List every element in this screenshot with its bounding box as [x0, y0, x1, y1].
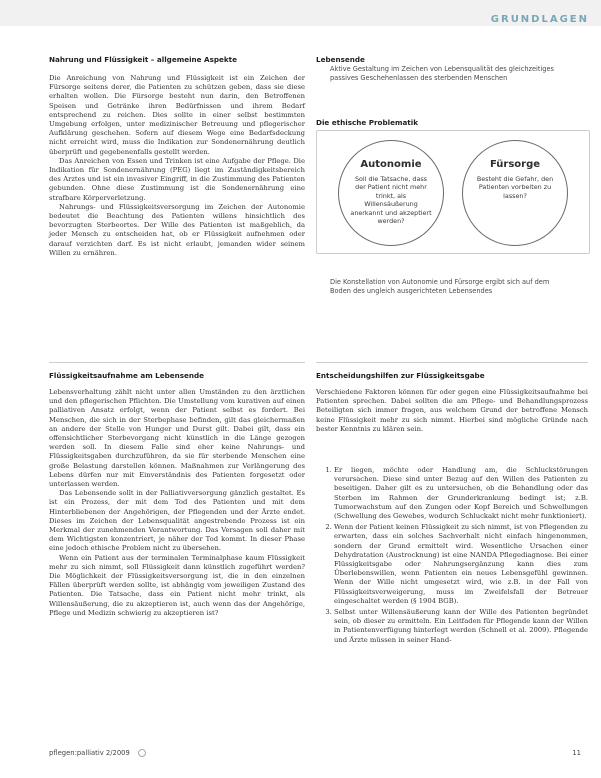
list-item: 1. Er liegen, möchte oder Handlung am, die Schluckstörungen verursachen. Diese sind unter Bezug auf den Willen des Patienten zu beseitigen. Daher gilt es zu untersuchen, ob die Behandlung oder das Sterben im Rahmen der Grunderkrankung bedingt ist; z.B. Tumorwachstum auf den Zungen oder Kopf Bereich und Schwellungen (Schwellung des Gewebes, wodurch Schluckakt nicht mehr funktioniert).	[334, 466, 588, 521]
list-item: 3. Selbst unter Willensäußerung kann der Wille des Patienten begründet sein, ob dieser zu ermitteln. Ein Leitfaden für Pflegende kann der Willen in Patientenverfügung hinterlegt werden (Schnell et al. 2009). Pflegende und Ärzte müssen in seiner Hand-	[334, 608, 588, 645]
paragraph: Nahrungs- und Flüssigkeitsversorgung im Zeichen der Autonomie bedeutet die Beachtung des Patienten willens hinsichtlich des bevorzugten Sterbeortes. Der Wille des Patienten ist maßgeblich, da jeder Mensch zu entscheiden hat, ob er Flüssigkeit aufnehmen oder darauf verzichten darf. Es ist nicht erlaubt, jemanden wider seinem Willen zu ernähren.	[49, 202, 305, 257]
footer-text: pflegen:palliativ 2/2009	[49, 749, 130, 757]
page-number: 11	[572, 749, 581, 757]
footer-publication	[49, 749, 146, 757]
paragraph: Das Lebensende sollt in der Palliativversorgung gänzlich gestaltet. Es ist ein Prozess, der mit dem Tod des Patienten und mit dem Hinterbliebenen der Angehörigen, der Pflegenden und der Ärzte endet. Dieses im Zeichen der Lebensqualität angestrebende Prozess ist ein Merkmal der zunehmenden Verantwortung. Das Versagen soll daher mit dem Wichtigsten konzentriert, je näher der Tod kommt. In dieser Phase eine jedoch ethische Problem nicht zu übersehen.	[49, 489, 305, 553]
heading-ethische-problematik: Die ethische Problematik	[316, 118, 418, 127]
fuersorge-title: Fürsorge	[489, 159, 541, 170]
paragraph: Lebensverhaltung zählt nicht unter allen Umständen zu den ärztlichen und den pflegerischen Pflichten. Die Umstellung vom kurativen auf einen palliativen Ansatz erfolgt, wenn der Patient selbst es fordert. Bei Menschen, die sich in der Sterbephase befinden, gilt das gleichermaßen an andere der Stelle von Hunger und Durst gilt. Dabei gilt, dass ein offensichtlicher Sterbevorgang nicht künstlich in die Länge gezogen werden soll. In diesem Falle sind eher keine Nahrungs- und Flüssigkeitsgaben durchzuführen, da sie für sterbende Menschen eine große Belastung darstellen können. Maßnahmen zur Verlängerung des Lebens dürfen nur mit Einverständnis des Patienten forgesetzt oder unterlassen werden.	[49, 388, 305, 489]
paragraph: Wenn ein Patient aus der terminalen Terminalphase kaum Flüssigkeit mehr zu sich nimmt, soll Flüssigkeit dann künstlich zugeführt werden? Die Möglichkeit der Flüssigkeitsversorgung ist, die in den einzelnen Fällen überprüft werden sollte, ist abhängig vom jeweiligen Zustand des Patienten. Die Tatsache, dass ein Patient nicht mehr trinkt, als Willensäußerung, die zu akzeptieren ist, auch wenn das der Angehörige, Pflege und Medizin schwierig zu akzeptieren ist?	[49, 553, 305, 617]
list-item: 2. Wenn der Patient keinen Flüssigkeit zu sich nimmt, ist von Pflegenden zu erwarten, dass ein solches Sachverhalt nicht einfach hingenommen, sondern der Grund ermittelt wird. Wesentliche Ursachen einer Dehydratation (Austrocknung) ist eine NANDA Pflegediagnose. Bei einer Flüssigkeitsgabe oder Nahrungsergänzung kann dies zum Überlebenswillen, wenn Patienten ein neues Lebensgefühl gewinnen. Wenn der Wille nicht umgesetzt wird, wie z.B. in der Fall von Flüssigkeitsverweigerung, muss im Zweifelsfall der Betreuer eingeschaltet werden (§ 1904 BGB).	[334, 523, 588, 606]
autonomie-text: Soll die Tatsache, dass der Patient nicht mehr trinkt, als Willensäußerung anerkannt und akzeptiert werden?	[350, 175, 432, 226]
autonomie-circle	[338, 140, 444, 246]
ethics-caption: Die Konstellation von Autonomie und Fürsorge ergibt sich auf dem Boden des ungleich ausgerichteten Lebensendes	[330, 278, 550, 295]
text-fluessigkeitsaufnahme	[49, 388, 305, 740]
autonomie-title: Autonomie	[360, 159, 422, 170]
circle-icon	[138, 749, 146, 757]
fuersorge-text: Besteht die Gefahr, den Patienten vorbeiten zu lassen?	[476, 175, 554, 200]
heading-nahrung: Nahrung und Flüssigkeit – allgemeine Aspekte	[49, 55, 237, 64]
heading-lebensende: Lebensende	[316, 55, 365, 64]
section-badge: GRUNDLAGEN	[490, 14, 589, 25]
divider	[49, 362, 305, 363]
divider	[316, 362, 588, 363]
heading-fluessigkeitsaufnahme: Flüssigkeitsaufnahme am Lebensende	[49, 371, 205, 380]
fuersorge-circle	[462, 140, 568, 246]
lebensende-text: Aktive Gestaltung im Zeichen von Lebensqualität des gleichzeitiges passives Geschehenlassen des sterbenden Menschen	[330, 65, 554, 82]
paragraph: Das Anreichen von Essen und Trinken ist eine Aufgabe der Pflege. Die Indikation für Sondenernährung (PEG) liegt im Zuständigkeitsbereich des Arztes und ist ein invasiver Eingriff, in die Zustimmung des Patienten gebunden. Ohne diese Zustimmung ist die Sondenernährung eine strafbare Körperverletzung.	[49, 156, 305, 202]
text-nahrung	[49, 74, 305, 344]
heading-entscheidungshilfen: Entscheidungshilfen zur Flüssigkeitsgabe	[316, 371, 485, 380]
intro-entscheidungshilfen: Verschiedene Faktoren können für oder gegen eine Flüssigkeitsaufnahme bei Patienten sprechen. Dabei sollten die am Pflege- und Behandlungsprozess Beteiligten sich immer fragen, aus welchem Grund der betroffene Mensch keine Flüssigkeit mehr zu sich nimmt. Hierbei sind mögliche Gründe nach bester Kenntnis zu klären sein.	[316, 388, 588, 433]
decision-list	[316, 466, 588, 647]
paragraph: Die Anreichung von Nahrung und Flüssigkeit ist ein Zeichen der Fürsorge seitens derer, die Patienten zu schützen geben, dass sie diese erhalten wollen. Die Fürsorge besteht nun darin, den Betroffenen Speisen und Getränke ihren Bedürfnissen und ihrem Bedarf entsprechend zu reichen. Dies sollte in einer selbst bestimmten Umgebung erfolgen, unter medizinischer Betreuung und pflegerischer Aufklärung geschehen. Sofern auf diesem Wege eine Bedarfsdeckung nicht erreicht wird, muss die Indikation zur Sondenernährung deutlich überprüft und gegebenenfalls gestellt werden.	[49, 74, 305, 156]
